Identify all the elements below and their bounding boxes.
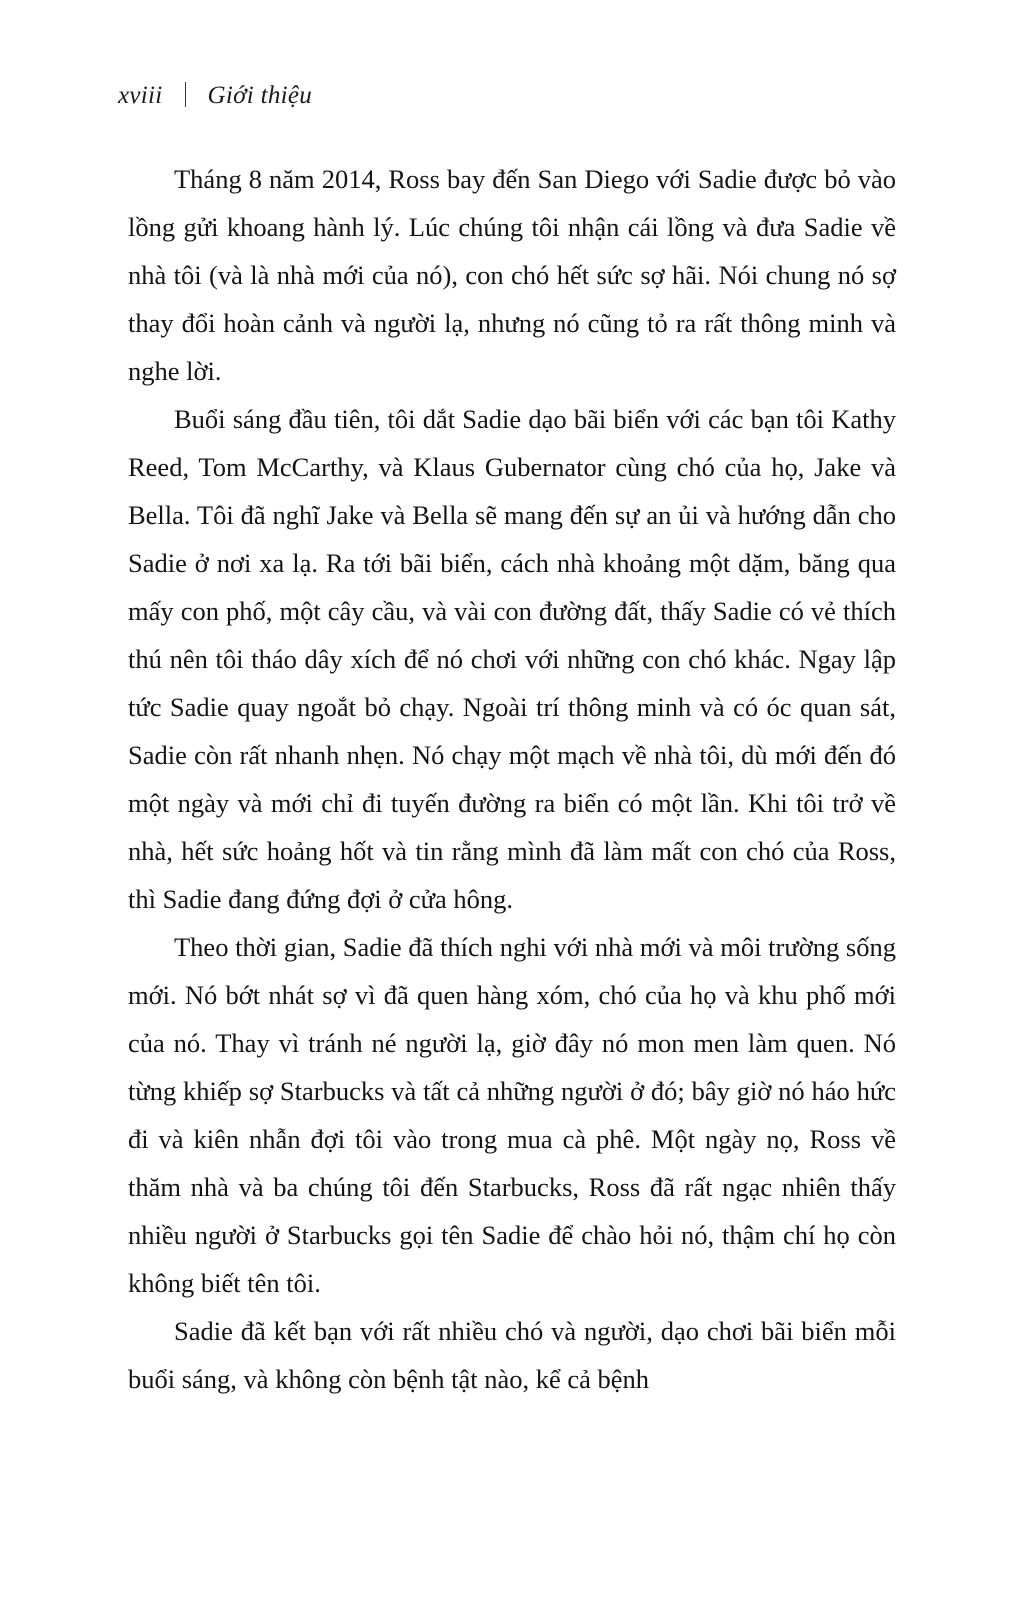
paragraph: Buổi sáng đầu tiên, tôi dắt Sadie dạo bãi biển với các bạn tôi Kathy Reed, Tom McCarthy, và Klaus Gubernator cùng chó của họ, Jake và Bella. Tôi đã nghĩ Jake và Bella sẽ mang đến sự an ủi và hướng dẫn cho Sadie ở nơi xa lạ. Ra tới bãi biển, cách nhà khoảng một dặm, băng qua mấy con phố, một cây cầu, và vài con đường đất, thấy Sadie có vẻ thích thú nên tôi tháo dây xích để nó chơi với những con chó khác. Ngay lập tức Sadie quay ngoắt bỏ chạy. Ngoài trí thông minh và có óc quan sát, Sadie còn rất nhanh nhẹn. Nó chạy một mạch về nhà tôi, dù mới đến đó một ngày và mới chỉ đi tuyến đường ra biển có một lần. Khi tôi trở về nhà, hết sức hoảng hốt và tin rằng mình đã làm mất con chó của Ross, thì Sadie đang đứng đợi ở cửa hông. [128, 404, 896, 914]
chapter-title: Giới thiệu [207, 82, 313, 109]
running-head-divider [185, 82, 186, 107]
body-text [128, 155, 896, 1403]
page-number: xviii [118, 82, 163, 109]
paragraph: Sadie đã kết bạn với rất nhiều chó và người, dạo chơi bãi biển mỗi buổi sáng, và không còn bệnh tật nào, kể cả bệnh [128, 1316, 896, 1394]
paragraph: Theo thời gian, Sadie đã thích nghi với nhà mới và môi trường sống mới. Nó bớt nhát sợ vì đã quen hàng xóm, chó của họ và khu phố mới của nó. Thay vì tránh né người lạ, giờ đây nó mon men làm quen. Nó từng khiếp sợ Starbucks và tất cả những người ở đó; bây giờ nó háo hức đi và kiên nhẫn đợi tôi vào trong mua cà phê. Một ngày nọ, Ross về thăm nhà và ba chúng tôi đến Starbucks, Ross đã rất ngạc nhiên thấy nhiều người ở Starbucks gọi tên Sadie để chào hỏi nó, thậm chí họ còn không biết tên tôi. [128, 932, 896, 1298]
paragraph: Tháng 8 năm 2014, Ross bay đến San Diego với Sadie được bỏ vào lồng gửi khoang hành lý. Lúc chúng tôi nhận cái lồng và đưa Sadie về nhà tôi (và là nhà mới của nó), con chó hết sức sợ hãi. Nói chung nó sợ thay đổi hoàn cảnh và người lạ, nhưng nó cũng tỏ ra rất thông minh và nghe lời. [128, 164, 896, 386]
running-head [118, 78, 312, 110]
